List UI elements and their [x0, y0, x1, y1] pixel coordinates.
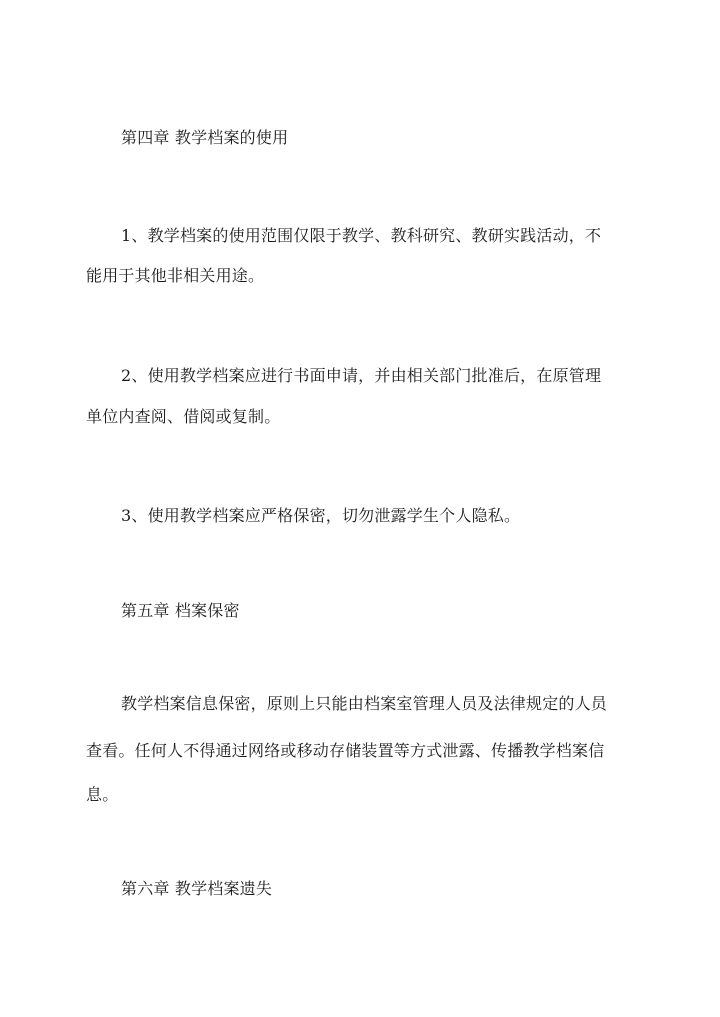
item-3-line-1: 3、使用教学档案应严格保密，切勿泄露学生个人隐私。 [121, 506, 521, 525]
paragraph-5-line-3: 息。 [86, 785, 119, 804]
paragraph-5-line-1: 教学档案信息保密，原则上只能由档案室管理人员及法律规定的人员 [121, 694, 608, 713]
item-1-line-1: 1、教学档案的使用范围仅限于教学、教科研究、教研实践活动，不 [121, 226, 602, 245]
chapter-5-heading: 第五章 档案保密 [121, 601, 240, 620]
chapter-6-heading: 第六章 教学档案遗失 [121, 879, 273, 898]
item-2-line-1: 2、使用教学档案应进行书面申请，并由相关部门批准后，在原管理 [121, 366, 602, 385]
item-2-line-2: 单位内查阅、借阅或复制。 [86, 407, 281, 426]
item-1-line-2: 能用于其他非相关用途。 [86, 266, 265, 285]
chapter-4-heading: 第四章 教学档案的使用 [121, 128, 289, 147]
paragraph-5-line-2: 查看。任何人不得通过网络或移动存储装置等方式泄露、传播教学档案信 [86, 741, 605, 760]
